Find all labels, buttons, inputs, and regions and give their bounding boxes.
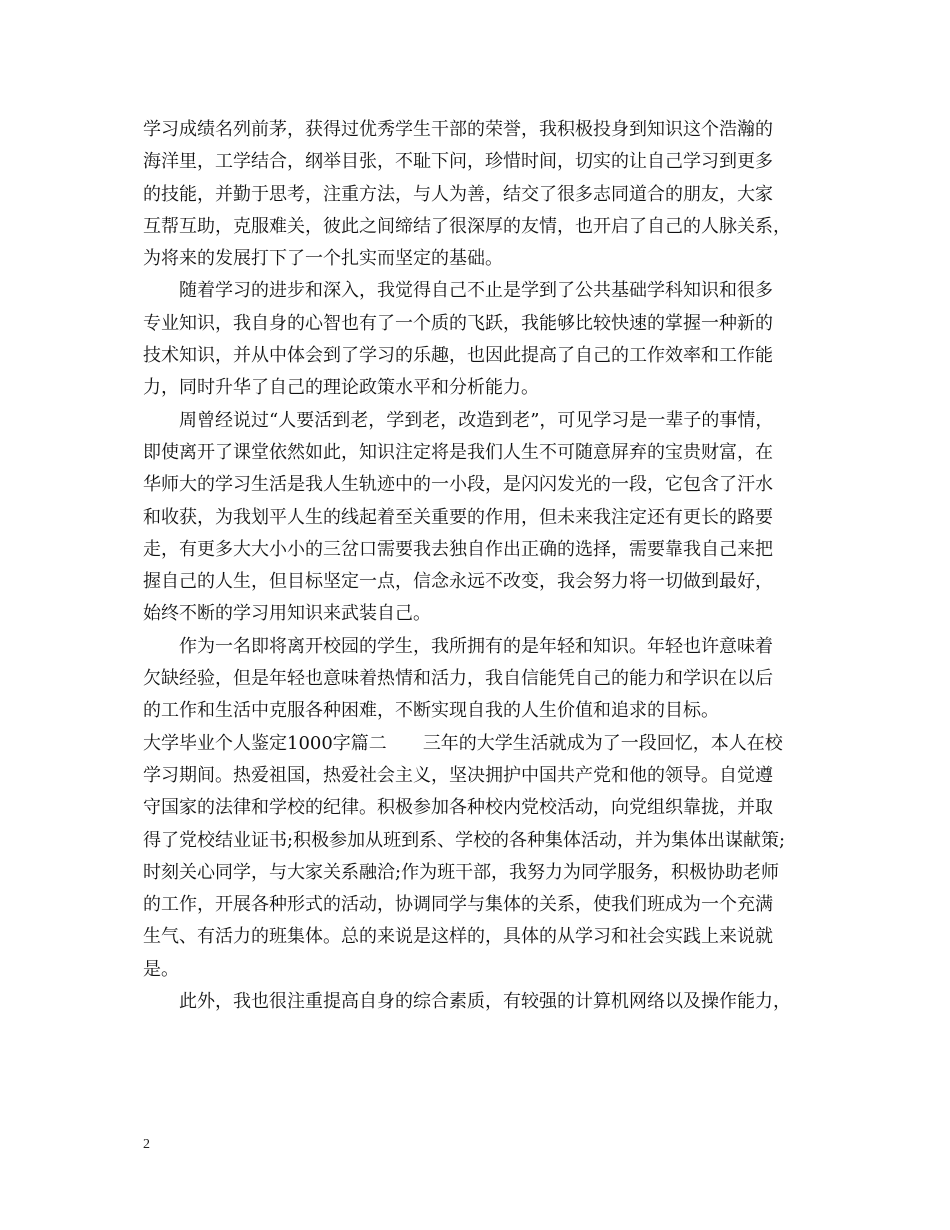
- page-number: 2: [143, 1137, 150, 1152]
- text-line: 学习成绩名列前茅，获得过优秀学生干部的荣誉，我积极投身到知识这个浩瀚的: [143, 119, 773, 140]
- section-heading: 大学毕业个人鉴定1000字篇二: [143, 732, 387, 754]
- text-line: 守国家的法律和学校的纪律。积极参加各种校内党校活动，向党组织靠拢，并取: [143, 797, 773, 819]
- paragraph-start-line: 周曾经说过“人要活到老，学到老，改造到老”，可见学习是一辈子的事情，: [179, 409, 774, 431]
- section-heading-line: [143, 728, 823, 760]
- text-line: 力，同时升华了自己的理论政策水平和分析能力。: [143, 377, 539, 399]
- text-line: 互帮互助，克服难关，彼此之间缔结了很深厚的友情，也开启了自己的人脉关系，: [143, 215, 791, 237]
- text-line: 为将来的发展打下了一个扎实而坚定的基础。: [143, 248, 503, 270]
- section-first-text: 三年的大学生活就成为了一段回忆，本人在校: [422, 732, 783, 754]
- text-line: 华师大的学习生活是我人生轨迹中的一小段，是闪闪发光的一段，它包含了汗水: [143, 474, 773, 496]
- text-line: 技术知识，并从中体会到了学习的乐趣，也因此提高了自己的工作效率和工作能: [143, 345, 773, 367]
- text-line: 专业知识，我自身的心智也有了一个质的飞跃，我能够比较快速的掌握一种新的: [143, 312, 773, 334]
- text-line: 即使离开了课堂依然如此，知识注定将是我们人生不可随意屏弃的宝贵财富，在: [143, 441, 773, 463]
- text-line: 是。: [143, 958, 179, 980]
- text-line: 生气、有活力的班集体。总的来说是这样的，具体的从学习和社会实践上来说就: [143, 926, 773, 948]
- document-body: [143, 114, 823, 1018]
- text-line: 得了党校结业证书;积极参加从班到系、学校的各种集体活动，并为集体出谋献策;: [143, 829, 786, 851]
- text-line: 欠缺经验，但是年轻也意味着热情和活力，我自信能凭自己的能力和学识在以后: [143, 668, 773, 690]
- text-line: 和收获，为我划平人生的线起着至关重要的作用，但未来我注定还有更长的路要: [143, 506, 773, 528]
- text-line: 的工作和生活中克服各种困难，不断实现自我的人生价值和追求的目标。: [143, 700, 719, 722]
- paragraph-start-line: 此外，我也很注重提高自身的综合素质，有较强的计算机网络以及操作能力，: [179, 991, 791, 1013]
- text-line: 时刻关心同学，与大家关系融洽;作为班干部，我努力为同学服务，积极协助老师: [143, 861, 780, 883]
- text-line: 的技能，并勤于思考，注重方法，与人为善，结交了很多志同道合的朋友，大家: [143, 183, 773, 205]
- paragraph-start-line: 随着学习的进步和深入，我觉得自己不止是学到了公共基础学科知识和很多: [179, 280, 773, 302]
- text-line: 的工作，开展各种形式的活动，协调同学与集体的关系，使我们班成为一个充满: [143, 894, 773, 916]
- text-line: 走，有更多大大小小的三岔口需要我去独自作出正确的选择，需要靠我自己来把: [143, 538, 773, 560]
- text-line: 握自己的人生，但目标坚定一点，信念永远不改变，我会努力将一切做到最好，: [143, 571, 773, 593]
- text-line: 始终不断的学习用知识来武装自己。: [143, 603, 431, 625]
- text-line: 海洋里，工学结合，纲举目张，不耻下问，珍惜时间，切实的让自己学习到更多: [143, 151, 773, 173]
- text-line: 学习期间。热爱祖国，热爱社会主义，坚决拥护中国共产党和他的领导。自觉遵: [143, 764, 773, 786]
- paragraph-start-line: 作为一名即将离开校园的学生，我所拥有的是年轻和知识。年轻也许意味着: [179, 635, 773, 657]
